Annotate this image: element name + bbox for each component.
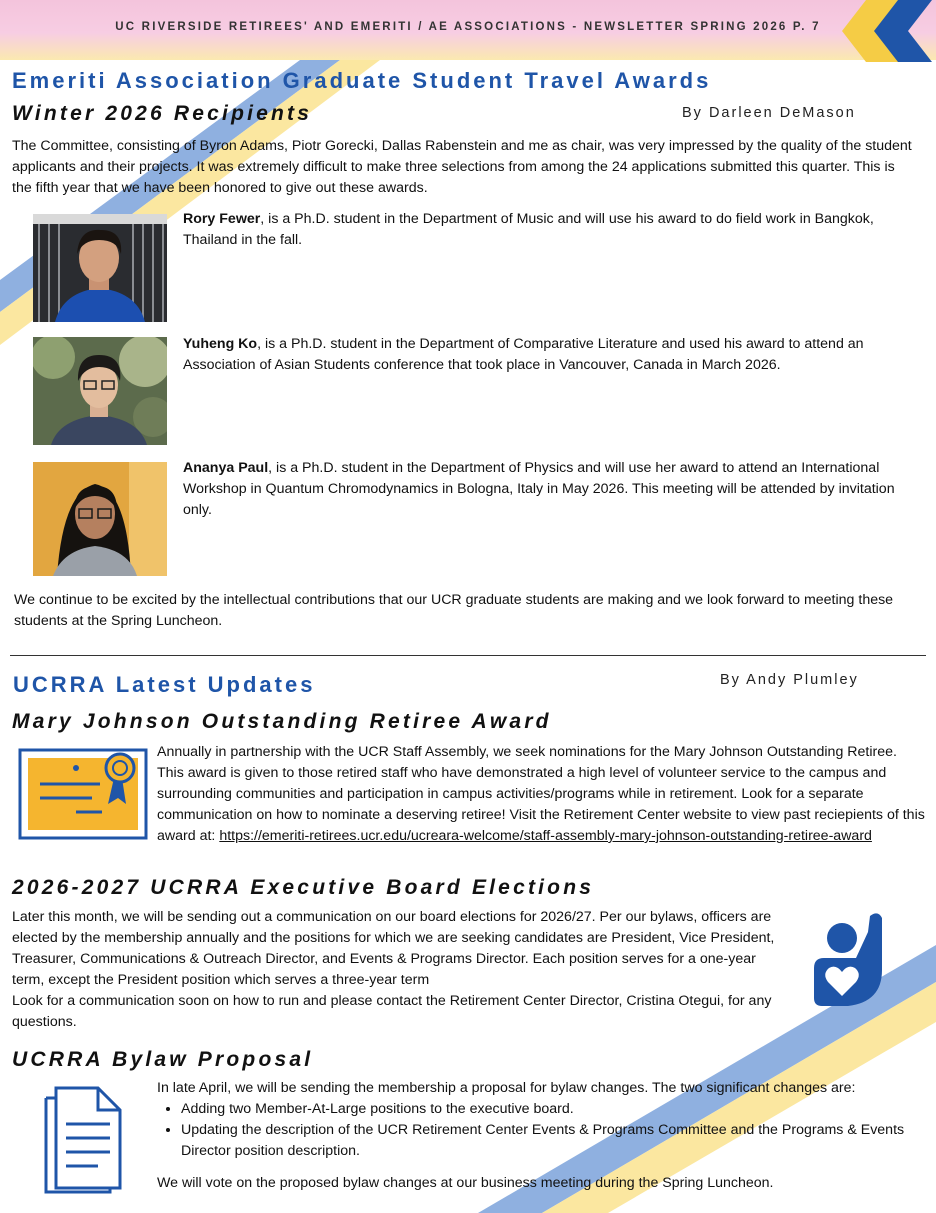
recipient-ananya-paul: Ananya Paul, is a Ph.D. student in the Department of Physics and will use her award to attend an International Workshop in Quantum Chromodynamics in Bologna, Italy in May 2026. This meeting will be attended by invitation only. (183, 460, 895, 518)
ucrra-byline: By Andy Plumley (720, 672, 859, 688)
volunteer-raised-hand-icon (812, 910, 886, 1008)
bylaw-title: UCRRA Bylaw Proposal (12, 1048, 314, 1071)
list-item: • Adding two Member-At-Large positions to the executive board. (181, 1099, 932, 1120)
bylaw-changes-list (157, 1099, 932, 1162)
bylaw-text: In late April, we will be sending the membership a proposal for bylaw changes. The two significant changes are: • Adding two Member-At-Large positions to the executive board. • Updating the description of the UCR Retirement Center Events & Programs Committee and the Programs & Events Director position description. We will vote on the proposed bylaw changes at our business meeting during the Spring Luncheon. (157, 1078, 932, 1194)
recipient-yuheng-ko: Yuheng Ko, is a Ph.D. student in the Department of Comparative Literature and used his award to attend an Association of Asian Students conference that took place in Vancouver, Canada in March 2026. (183, 336, 864, 373)
list-item: • Updating the description of the UCR Retirement Center Events & Programs Committee and the Programs & Events Director position description. (181, 1120, 932, 1162)
ucrra-updates-title: UCRRA Latest Updates (13, 672, 316, 697)
award-website-link[interactable]: https://emeriti-retirees.ucr.edu/ucreara-welcome/staff-assembly-mary-johnson-outstanding-retiree-award (219, 828, 872, 844)
certificate-icon (18, 744, 148, 840)
elections-title: 2026-2027 UCRRA Executive Board Elections (12, 876, 595, 899)
newsletter-header: UC RIVERSIDE RETIREES' AND EMERITI / AE ASSOCIATIONS - NEWSLETTER SPRING 2026 P. 7 (115, 21, 821, 33)
recipient-rory-fewer: Rory Fewer, is a Ph.D. student in the Department of Music and will use his award to do field work in Bangkok, Thailand in the fall. (183, 211, 874, 248)
travel-intro: The Committee, consisting of Byron Adams, Piotr Gorecki, Dallas Rabenstein and me as chair, was very impressed by the quality of the student applicants and their projects. It was extremely difficult to make three selections from among the 24 applications submitted this quarter. This is the fifth year that we have been honored to give out these awards. (12, 138, 912, 196)
section-divider (10, 655, 926, 656)
retiree-award-title: Mary Johnson Outstanding Retiree Award (12, 710, 552, 733)
winter-recipients-subtitle: Winter 2026 Recipients (12, 102, 313, 125)
travel-byline: By Darleen DeMason (682, 105, 856, 121)
travel-closing: We continue to be excited by the intellectual contributions that our UCR graduate students are making and we look forward to meeting these students at the Spring Luncheon. (14, 592, 894, 629)
retiree-award-text: Annually in partnership with the UCR Staff Assembly, we seek nominations for the Mary Johnson Outstanding Retiree. This award is given to those retired staff who have demonstrated a high level of volunteer service to the campus and surrounding communities and participation in campus activities/programs while in retirement. Look for a separate communication on how to nominate a deserving retiree! Visit the Retirement Center website to view past reciepients of this award at: https://emeriti-retirees.ucr.edu/ucreara-welcome/staff-assembly-mary-johnson-outstanding-retiree-award (157, 744, 925, 844)
travel-awards-title: Emeriti Association Graduate Student Travel Awards (12, 68, 712, 93)
rory-fewer-photo (33, 214, 167, 322)
document-icon (42, 1084, 124, 1194)
yuheng-ko-photo (33, 337, 167, 445)
ananya-paul-photo (33, 462, 167, 576)
elections-text: Later this month, we will be sending out a communication on our board elections for 2026/27. Per our bylaws, officers are elected by the membership annually and the positions for which we are seeking candidates are President, Vice President, Treasurer, Communications & Outreach Director, and Events & Programs Director. Each position serves for a one-year term, except the President position which serves a three-year term Look for a communication soon on how to run and please contact the Retirement Center Director, Cristina Otegui, for any questions. (12, 909, 775, 1030)
